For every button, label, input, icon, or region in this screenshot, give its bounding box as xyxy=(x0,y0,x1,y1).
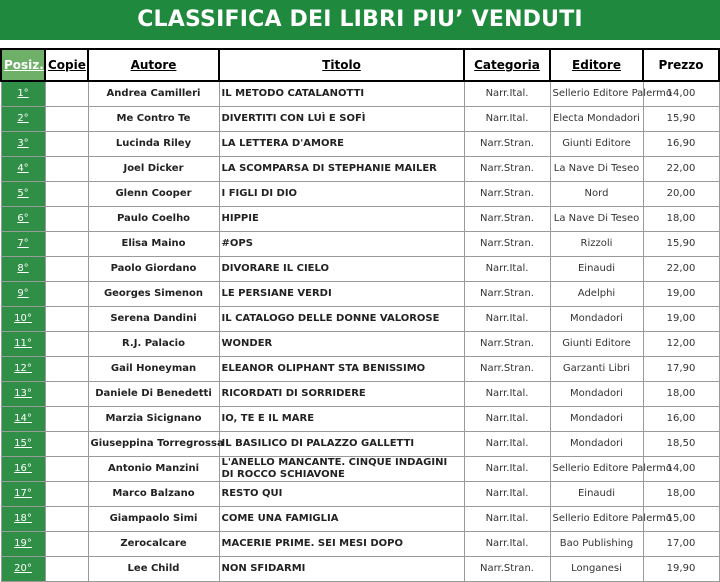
price-cell: 18,00 xyxy=(643,481,719,506)
price-cell: 14,00 xyxy=(643,81,719,106)
position-link[interactable]: 3° xyxy=(1,131,45,156)
table-row xyxy=(1,431,719,456)
author-cell: Georges Simenon xyxy=(88,281,219,306)
author-cell: Gail Honeyman xyxy=(88,356,219,381)
price-cell: 17,00 xyxy=(643,531,719,556)
category-cell: Narr.Ital. xyxy=(464,506,550,531)
copies-cell xyxy=(45,306,88,331)
copies-cell xyxy=(45,256,88,281)
copies-cell xyxy=(45,331,88,356)
position-link[interactable]: 13° xyxy=(1,381,45,406)
publisher-cell: Nord xyxy=(550,181,643,206)
author-cell: Antonio Manzini xyxy=(88,456,219,481)
position-link[interactable]: 17° xyxy=(1,481,45,506)
position-link[interactable]: 11° xyxy=(1,331,45,356)
column-header-position[interactable]: Posiz. xyxy=(1,49,45,81)
copies-cell xyxy=(45,381,88,406)
author-cell: Paulo Coelho xyxy=(88,206,219,231)
position-link[interactable]: 5° xyxy=(1,181,45,206)
author-cell: Giampaolo Simi xyxy=(88,506,219,531)
publisher-cell: Sellerio Editore Palermo xyxy=(550,81,643,106)
position-link[interactable]: 2° xyxy=(1,106,45,131)
table-row xyxy=(1,281,719,306)
author-cell: Joel Dicker xyxy=(88,156,219,181)
position-link[interactable]: 10° xyxy=(1,306,45,331)
author-cell: Elisa Maino xyxy=(88,231,219,256)
table-row xyxy=(1,231,719,256)
title-cell: ELEANOR OLIPHANT STA BENISSIMO xyxy=(219,356,464,381)
position-link[interactable]: 20° xyxy=(1,556,45,581)
price-cell: 16,00 xyxy=(643,406,719,431)
table-row xyxy=(1,531,719,556)
column-header-title[interactable]: Titolo xyxy=(219,49,464,81)
title-cell: L'ANELLO MANCANTE. CINQUE INDAGINI DI ROCCO SCHIAVONE xyxy=(219,456,464,481)
author-cell: Marzia Sicignano xyxy=(88,406,219,431)
price-cell: 15,90 xyxy=(643,106,719,131)
title-cell: IL BASILICO DI PALAZZO GALLETTI xyxy=(219,431,464,456)
price-cell: 14,00 xyxy=(643,456,719,481)
title-cell: LA LETTERA D'AMORE xyxy=(219,131,464,156)
category-cell: Narr.Stran. xyxy=(464,281,550,306)
category-cell: Narr.Ital. xyxy=(464,381,550,406)
category-cell: Narr.Ital. xyxy=(464,106,550,131)
position-link[interactable]: 16° xyxy=(1,456,45,481)
price-cell: 20,00 xyxy=(643,181,719,206)
category-cell: Narr.Ital. xyxy=(464,456,550,481)
publisher-cell: Sellerio Editore Palermo xyxy=(550,506,643,531)
copies-cell xyxy=(45,156,88,181)
price-cell: 19,00 xyxy=(643,306,719,331)
page-title: CLASSIFICA DEI LIBRI PIU’ VENDUTI xyxy=(0,0,720,40)
table-row xyxy=(1,131,719,156)
copies-cell xyxy=(45,131,88,156)
copies-cell xyxy=(45,231,88,256)
title-cell: WONDER xyxy=(219,331,464,356)
copies-cell xyxy=(45,481,88,506)
category-cell: Narr.Stran. xyxy=(464,356,550,381)
price-cell: 16,90 xyxy=(643,131,719,156)
category-cell: Narr.Ital. xyxy=(464,81,550,106)
copies-cell xyxy=(45,556,88,581)
title-cell: HIPPIE xyxy=(219,206,464,231)
table-row xyxy=(1,256,719,281)
copies-cell xyxy=(45,456,88,481)
table-row xyxy=(1,356,719,381)
copies-cell xyxy=(45,81,88,106)
title-cell: I FIGLI DI DIO xyxy=(219,181,464,206)
author-cell: Paolo Giordano xyxy=(88,256,219,281)
publisher-cell: Giunti Editore xyxy=(550,131,643,156)
publisher-cell: Electa Mondadori xyxy=(550,106,643,131)
author-cell: Lucinda Riley xyxy=(88,131,219,156)
position-link[interactable]: 1° xyxy=(1,81,45,106)
title-cell: DIVERTITI CON LUÌ E SOFÌ xyxy=(219,106,464,131)
publisher-cell: Einaudi xyxy=(550,481,643,506)
price-cell: 19,00 xyxy=(643,281,719,306)
publisher-cell: Mondadori xyxy=(550,406,643,431)
category-cell: Narr.Stran. xyxy=(464,231,550,256)
author-cell: Serena Dandini xyxy=(88,306,219,331)
price-cell: 12,00 xyxy=(643,331,719,356)
copies-cell xyxy=(45,431,88,456)
table-row xyxy=(1,481,719,506)
category-cell: Narr.Ital. xyxy=(464,406,550,431)
title-cell: IL METODO CATALANOTTI xyxy=(219,81,464,106)
position-link[interactable]: 14° xyxy=(1,406,45,431)
title-cell: RICORDATI DI SORRIDERE xyxy=(219,381,464,406)
publisher-cell: Giunti Editore xyxy=(550,331,643,356)
table-row xyxy=(1,456,719,481)
publisher-cell: Longanesi xyxy=(550,556,643,581)
column-header-price: Prezzo xyxy=(643,49,719,81)
position-link[interactable]: 8° xyxy=(1,256,45,281)
table-row xyxy=(1,381,719,406)
column-header-category[interactable]: Categoria xyxy=(464,49,550,81)
position-link[interactable]: 6° xyxy=(1,206,45,231)
table-row xyxy=(1,81,719,106)
category-cell: Narr.Stran. xyxy=(464,156,550,181)
price-cell: 17,90 xyxy=(643,356,719,381)
copies-cell xyxy=(45,356,88,381)
author-cell: Daniele Di Benedetti xyxy=(88,381,219,406)
title-cell: IO, TE E IL MARE xyxy=(219,406,464,431)
category-cell: Narr.Stran. xyxy=(464,131,550,156)
price-cell: 15,90 xyxy=(643,231,719,256)
title-cell: MACERIE PRIME. SEI MESI DOPO xyxy=(219,531,464,556)
category-cell: Narr.Stran. xyxy=(464,556,550,581)
copies-cell xyxy=(45,531,88,556)
copies-cell xyxy=(45,506,88,531)
table-row xyxy=(1,156,719,181)
bestseller-table xyxy=(0,48,720,582)
title-cell: #OPS xyxy=(219,231,464,256)
table-row xyxy=(1,206,719,231)
table-row xyxy=(1,331,719,356)
publisher-cell: Adelphi xyxy=(550,281,643,306)
author-cell: Marco Balzano xyxy=(88,481,219,506)
title-cell: LE PERSIANE VERDI xyxy=(219,281,464,306)
author-cell: Glenn Cooper xyxy=(88,181,219,206)
price-cell: 18,00 xyxy=(643,206,719,231)
table-row xyxy=(1,556,719,581)
publisher-cell: Mondadori xyxy=(550,431,643,456)
category-cell: Narr.Ital. xyxy=(464,431,550,456)
table-row xyxy=(1,406,719,431)
publisher-cell: La Nave Di Teseo xyxy=(550,156,643,181)
publisher-cell: Rizzoli xyxy=(550,231,643,256)
author-cell: R.J. Palacio xyxy=(88,331,219,356)
title-cell: RESTO QUI xyxy=(219,481,464,506)
publisher-cell: Einaudi xyxy=(550,256,643,281)
table-row xyxy=(1,306,719,331)
price-cell: 18,00 xyxy=(643,381,719,406)
title-cell: DIVORARE IL CIELO xyxy=(219,256,464,281)
category-cell: Narr.Ital. xyxy=(464,481,550,506)
table-header-row xyxy=(1,49,719,81)
position-link[interactable]: 7° xyxy=(1,231,45,256)
copies-cell xyxy=(45,406,88,431)
author-cell: Andrea Camilleri xyxy=(88,81,219,106)
price-cell: 19,90 xyxy=(643,556,719,581)
price-cell: 22,00 xyxy=(643,256,719,281)
publisher-cell: Mondadori xyxy=(550,381,643,406)
position-link[interactable]: 4° xyxy=(1,156,45,181)
publisher-cell: Sellerio Editore Palermo xyxy=(550,456,643,481)
author-cell: Giuseppina Torregrossa xyxy=(88,431,219,456)
category-cell: Narr.Ital. xyxy=(464,256,550,281)
table-row xyxy=(1,506,719,531)
price-cell: 18,50 xyxy=(643,431,719,456)
author-cell: Me Contro Te xyxy=(88,106,219,131)
publisher-cell: La Nave Di Teseo xyxy=(550,206,643,231)
copies-cell xyxy=(45,281,88,306)
position-link[interactable]: 18° xyxy=(1,506,45,531)
publisher-cell: Mondadori xyxy=(550,306,643,331)
table-row xyxy=(1,181,719,206)
publisher-cell: Garzanti Libri xyxy=(550,356,643,381)
publisher-cell: Bao Publishing xyxy=(550,531,643,556)
copies-cell xyxy=(45,206,88,231)
category-cell: Narr.Stran. xyxy=(464,206,550,231)
category-cell: Narr.Stran. xyxy=(464,331,550,356)
author-cell: Zerocalcare xyxy=(88,531,219,556)
title-cell: LA SCOMPARSA DI STEPHANIE MAILER xyxy=(219,156,464,181)
price-cell: 15,00 xyxy=(643,506,719,531)
position-link[interactable]: 19° xyxy=(1,531,45,556)
title-cell: NON SFIDARMI xyxy=(219,556,464,581)
column-header-copies[interactable]: Copie xyxy=(45,49,88,81)
copies-cell xyxy=(45,106,88,131)
category-cell: Narr.Stran. xyxy=(464,181,550,206)
position-link[interactable]: 12° xyxy=(1,356,45,381)
category-cell: Narr.Ital. xyxy=(464,531,550,556)
author-cell: Lee Child xyxy=(88,556,219,581)
table-row xyxy=(1,106,719,131)
position-link[interactable]: 9° xyxy=(1,281,45,306)
copies-cell xyxy=(45,181,88,206)
column-header-author[interactable]: Autore xyxy=(88,49,219,81)
column-header-publisher[interactable]: Editore xyxy=(550,49,643,81)
position-link[interactable]: 15° xyxy=(1,431,45,456)
price-cell: 22,00 xyxy=(643,156,719,181)
title-cell: COME UNA FAMIGLIA xyxy=(219,506,464,531)
title-cell: IL CATALOGO DELLE DONNE VALOROSE xyxy=(219,306,464,331)
category-cell: Narr.Ital. xyxy=(464,306,550,331)
